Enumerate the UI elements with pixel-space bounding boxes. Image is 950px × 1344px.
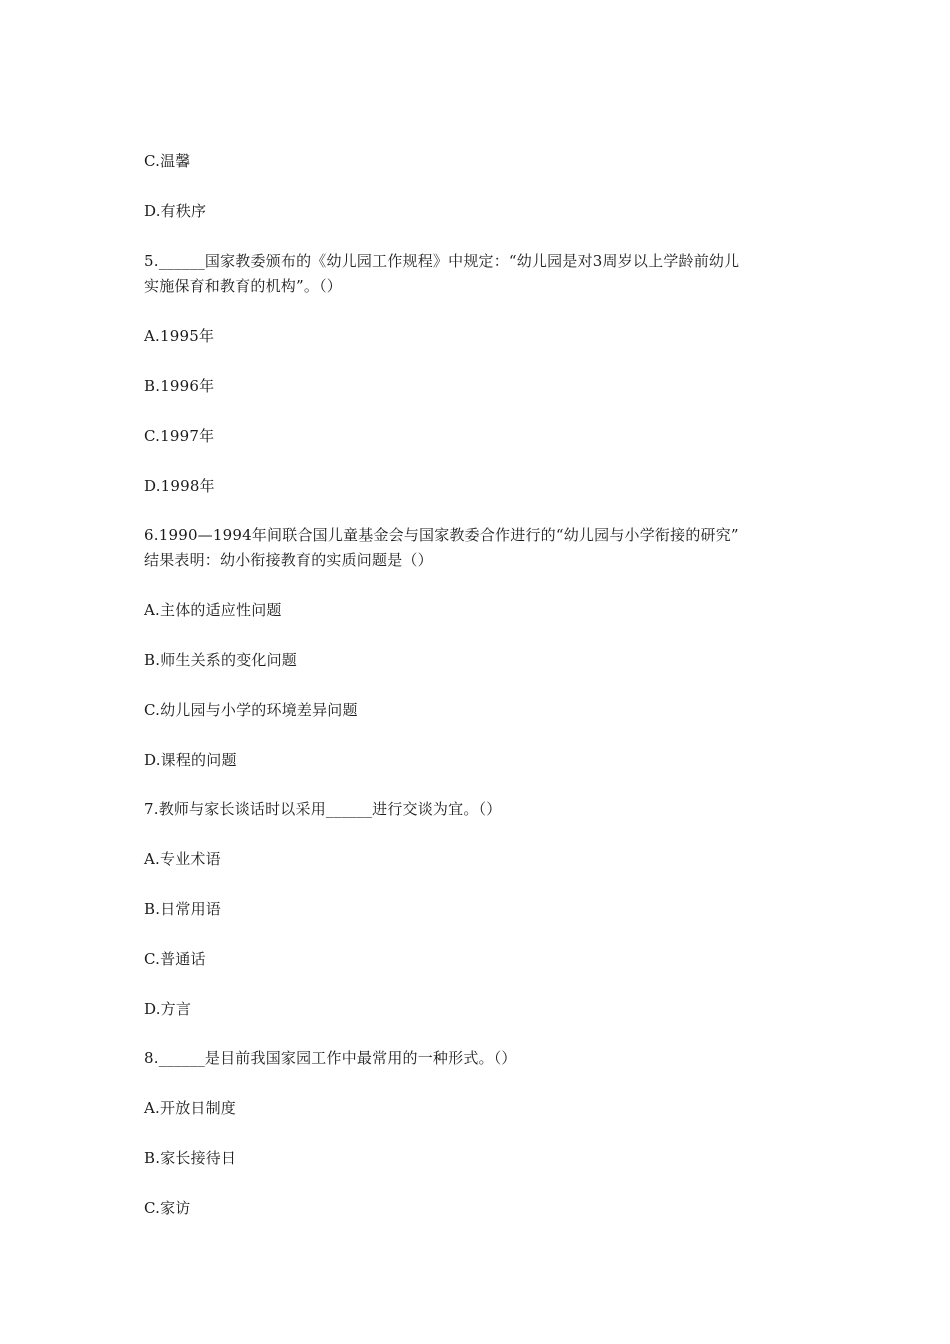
q7-option-a: A.专业术语 xyxy=(144,850,221,868)
q5-stem-line2: 实施保育和教育的机构”。（） xyxy=(144,277,342,295)
q6-option-d: D.课程的问题 xyxy=(144,751,237,769)
q5-option-d: D.1998年 xyxy=(144,477,215,495)
q7-option-c: C.普通话 xyxy=(144,950,206,968)
q5-option-b: B.1996年 xyxy=(144,377,215,395)
q6-option-b: B.师生关系的变化问题 xyxy=(144,651,297,669)
q5-option-c: C.1997年 xyxy=(144,427,215,445)
q8-option-c: C.家访 xyxy=(144,1199,191,1217)
q6-stem-line2: 结果表明：幼小衔接教育的实质问题是（） xyxy=(144,551,433,569)
q4-option-c: C.温馨 xyxy=(144,152,191,170)
q8-option-a: A.开放日制度 xyxy=(144,1099,237,1117)
q5-stem-line1: 5.______国家教委颁布的《幼儿园工作规程》中规定：“幼儿园是对3周岁以上学龄前幼儿 xyxy=(144,252,740,270)
q5-option-a: A.1995年 xyxy=(144,327,215,345)
q8-stem: 8.______是目前我国家园工作中最常用的一种形式。（） xyxy=(144,1049,517,1067)
q4-option-d: D.有秩序 xyxy=(144,202,207,220)
q6-option-a: A.主体的适应性问题 xyxy=(144,601,282,619)
q6-option-c: C.幼儿园与小学的环境差异问题 xyxy=(144,701,358,719)
q8-option-b: B.家长接待日 xyxy=(144,1149,237,1167)
q7-option-d: D.方言 xyxy=(144,1000,192,1018)
q6-stem-line1: 6.1990—1994年间联合国儿童基金会与国家教委合作进行的“幼儿园与小学衔接的研究” xyxy=(144,526,739,544)
q7-option-b: B.日常用语 xyxy=(144,900,221,918)
q7-stem: 7.教师与家长谈话时以采用______进行交谈为宜。（） xyxy=(144,800,502,818)
